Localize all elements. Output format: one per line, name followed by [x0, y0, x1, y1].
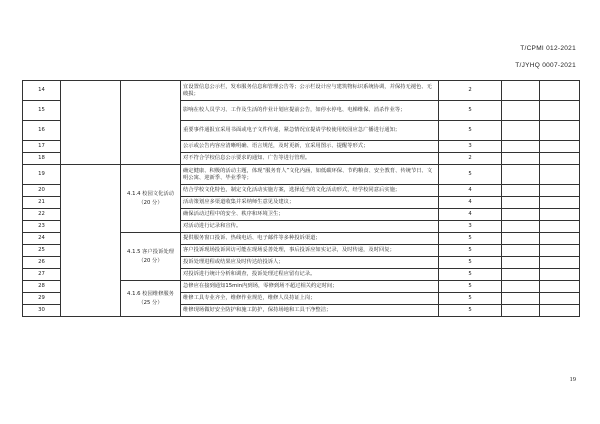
- score-value: 5: [439, 101, 502, 121]
- requirement-text: 影响在校人员学习、工作及生活的作业计划应提前公告，如停水停电、电梯维保、消杀作业等；: [181, 101, 439, 121]
- row-number: 21: [23, 197, 61, 209]
- row-number: 22: [23, 209, 61, 221]
- remark-cell: [540, 197, 580, 209]
- assessment-cell: [502, 165, 540, 185]
- assessment-cell: [502, 233, 540, 245]
- section-complaint-handling: [121, 233, 181, 281]
- remark-cell: [540, 185, 580, 197]
- score-value: 5: [439, 121, 502, 141]
- score-value: 5: [439, 269, 502, 281]
- category-cell: [61, 81, 121, 165]
- row-number: 18: [23, 153, 61, 165]
- row-number: 23: [23, 221, 61, 233]
- requirement-text: 对不符合学校信息公示要求的通知、广告等进行管理。: [181, 153, 439, 165]
- remark-cell: [540, 81, 580, 101]
- remark-cell: [540, 121, 580, 141]
- score-value: 4: [439, 197, 502, 209]
- remark-cell: [540, 281, 580, 293]
- requirement-text: 急修应在接到通知15min内到场，零修到场不超过相关约定时间；: [181, 281, 439, 293]
- remark-cell: [540, 101, 580, 121]
- row-number: 24: [23, 233, 61, 245]
- requirement-text: 维修工具专业齐全，维修作业规范，维修人员持证上岗；: [181, 293, 439, 305]
- assessment-cell: [502, 209, 540, 221]
- assessment-cell: [502, 257, 540, 269]
- standard-code-jyhq: T/JYHQ 0007-2021: [515, 62, 576, 69]
- requirement-text: 公示或公告内容应清晰明确、语言规范，及时更新，宜采用图示、提醒等形式；: [181, 141, 439, 153]
- assessment-cell: [502, 305, 540, 317]
- remark-cell: [540, 269, 580, 281]
- score-value: 5: [439, 281, 502, 293]
- row-number: 20: [23, 185, 61, 197]
- category-cell: [61, 165, 121, 317]
- assessment-cell: [502, 153, 540, 165]
- remark-cell: [540, 209, 580, 221]
- remark-cell: [540, 153, 580, 165]
- assessment-cell: [502, 269, 540, 281]
- requirement-text: 维修现场做好安全防护和施工防护，保持场地和工具干净整洁；: [181, 305, 439, 317]
- score-value: 5: [439, 293, 502, 305]
- remark-cell: [540, 293, 580, 305]
- requirement-text: 客户投诉现场投诉回访可能在现场妥善处理，事后投诉应如实记录，及时传递，及时回复；: [181, 245, 439, 257]
- section-score: （20 分）: [138, 199, 163, 206]
- score-value: 3: [439, 221, 502, 233]
- score-value: 5: [439, 165, 502, 185]
- score-value: 5: [439, 257, 502, 269]
- requirement-text: 对投诉进行统计分析和调查，投诉处理过程应留有记录。: [181, 269, 439, 281]
- assessment-cell: [502, 185, 540, 197]
- evaluation-table: [22, 80, 580, 317]
- assessment-cell: [502, 293, 540, 305]
- score-value: 5: [439, 233, 502, 245]
- remark-cell: [540, 221, 580, 233]
- section-score: （25 分）: [138, 299, 163, 306]
- remark-cell: [540, 305, 580, 317]
- table-row: [23, 165, 580, 185]
- requirement-text: 确保活动过程中的安全、秩序和环境卫生；: [181, 209, 439, 221]
- row-number: 16: [23, 121, 61, 141]
- requirement-text: 宜设置信息公示栏，发布服务信息和管理公告等；公示栏设计应与建筑物标识系统协调，并保持无褪色、无破损；: [181, 81, 439, 101]
- assessment-cell: [502, 81, 540, 101]
- requirement-text: 提供服务窗口投诉、热线电话、电子邮件等多种投诉渠道；: [181, 233, 439, 245]
- requirement-text: 结合学校文化特色，制定文化活动实施方案，选择适当的文化活动形式，经学校同意后实施；: [181, 185, 439, 197]
- remark-cell: [540, 245, 580, 257]
- row-number: 25: [23, 245, 61, 257]
- remark-cell: [540, 257, 580, 269]
- requirement-text: 确定健康、积极的活动主题，体现“服务育人”文化内涵，如低碳环保、节约粮食、安全教育、传统节日、文明公寓、迎新季、毕业季等；: [181, 165, 439, 185]
- standard-code-cpmi: T/CPMI 012-2021: [520, 45, 576, 52]
- row-number: 28: [23, 281, 61, 293]
- row-number: 14: [23, 81, 61, 101]
- score-value: 2: [439, 153, 502, 165]
- remark-cell: [540, 141, 580, 153]
- requirement-text: 活动策划应多渠道收集并采纳师生意见及建议；: [181, 197, 439, 209]
- assessment-cell: [502, 141, 540, 153]
- page-number: 19: [569, 376, 576, 383]
- table-row: [23, 81, 580, 101]
- row-number: 29: [23, 293, 61, 305]
- assessment-cell: [502, 281, 540, 293]
- section-score: （20 分）: [138, 257, 163, 264]
- score-value: 2: [439, 81, 502, 101]
- score-value: 5: [439, 305, 502, 317]
- assessment-cell: [502, 121, 540, 141]
- section-title: 4.1.5 客户投诉处理: [127, 248, 174, 255]
- score-value: 5: [439, 245, 502, 257]
- score-value: 4: [439, 209, 502, 221]
- row-number: 15: [23, 101, 61, 121]
- section-cultural-activities: [121, 165, 181, 233]
- remark-cell: [540, 233, 580, 245]
- section-title: 4.1.6 校园维修服务: [127, 290, 174, 297]
- assessment-cell: [502, 101, 540, 121]
- assessment-cell: [502, 245, 540, 257]
- section-maintenance-service: [121, 281, 181, 317]
- remark-cell: [540, 165, 580, 185]
- score-value: 4: [439, 185, 502, 197]
- section-title: 4.1.4 校园文化活动: [127, 190, 174, 197]
- requirement-text: 重要事件通报宜采用书面或电子文件传递，紧急情况宜提请学校使用校园应急广播进行通知；: [181, 121, 439, 141]
- requirement-text: 投诉处理进程或结果应及时传达给投诉人；: [181, 257, 439, 269]
- assessment-cell: [502, 197, 540, 209]
- row-number: 17: [23, 141, 61, 153]
- assessment-cell: [502, 221, 540, 233]
- row-number: 30: [23, 305, 61, 317]
- requirement-text: 对活动进行记录和宣传。: [181, 221, 439, 233]
- row-number: 19: [23, 165, 61, 185]
- score-value: 3: [439, 141, 502, 153]
- row-number: 26: [23, 257, 61, 269]
- row-number: 27: [23, 269, 61, 281]
- section-cell-empty: [121, 81, 181, 165]
